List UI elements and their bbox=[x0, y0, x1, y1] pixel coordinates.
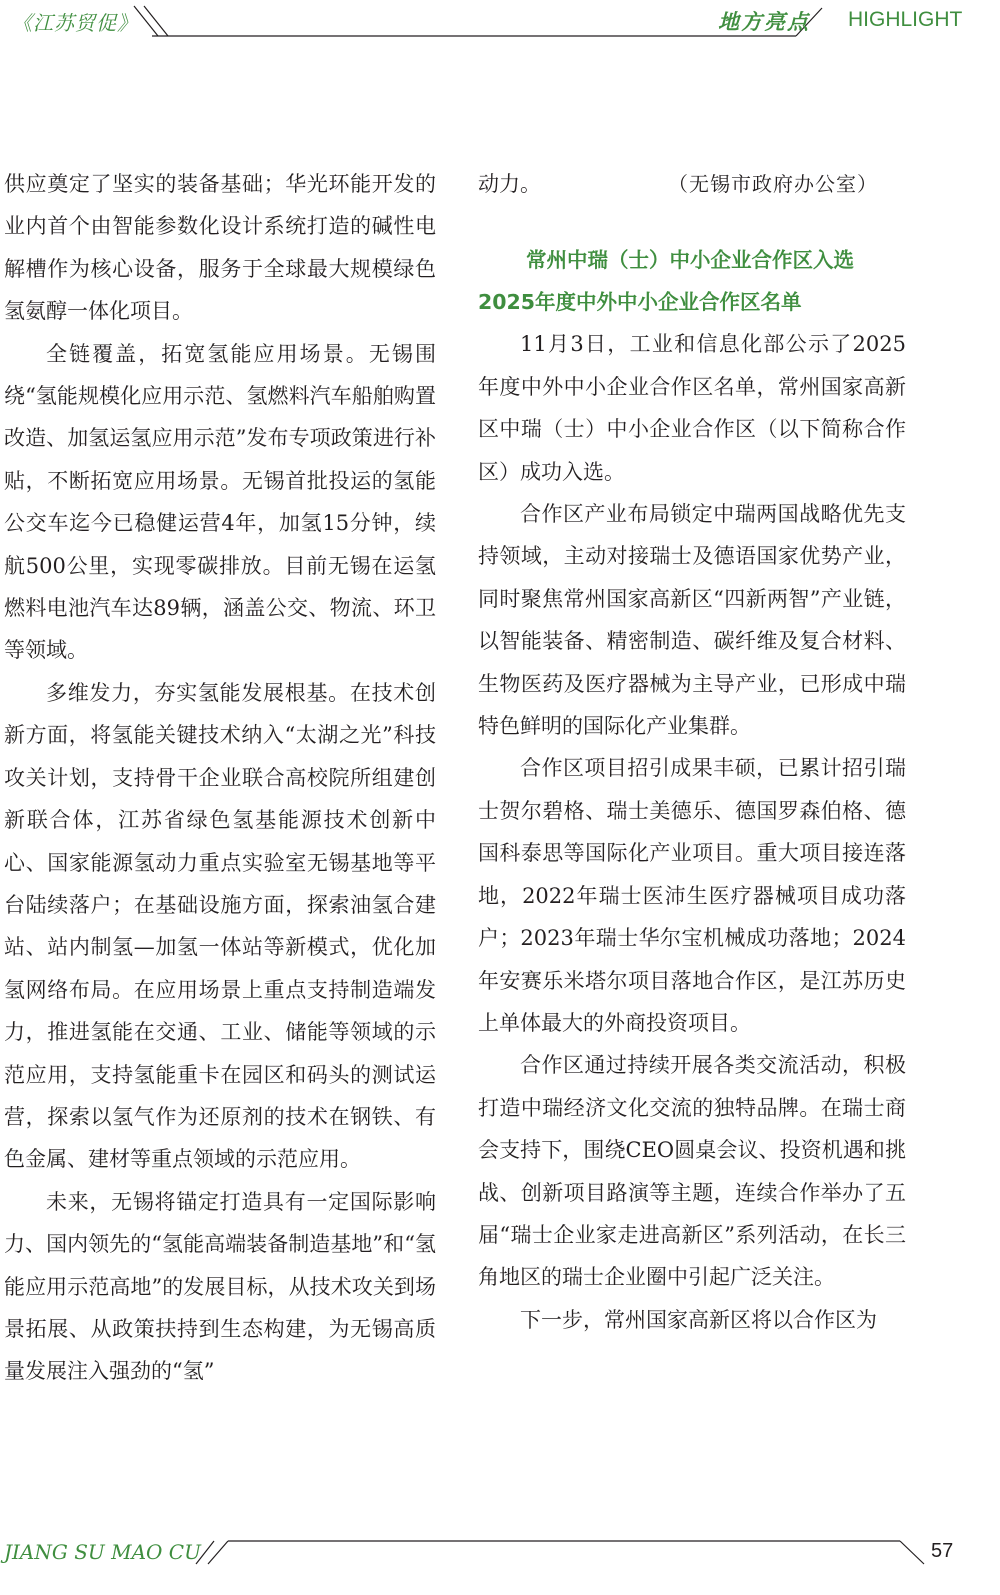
paragraph: 11月3日，工业和信息化部公示了2025年度中外中小企业合作区名单，常州国家高新区中瑞（士）中小企业合作区（以下简称合作区）成功入选。 bbox=[478, 332, 906, 484]
footer-magazine-name: JIANG SU MAO CU bbox=[4, 1540, 201, 1564]
section-title: 地方亮点 bbox=[718, 9, 810, 34]
right-column bbox=[478, 163, 906, 1341]
article-headline bbox=[478, 239, 906, 323]
paragraph: 合作区项目招引成果丰硕，已累计招引瑞士贺尔碧格、瑞士美德乐、德国罗森伯格、德国科泰思等国际化产业项目。重大项目接连落地，2022年瑞士医沛生医疗器械项目成功落户；2023年瑞士华尔宝机械成功落地；2024年安赛乐米塔尔项目落地合作区，是江苏历史上单体最大的外商投资项目。 bbox=[478, 756, 906, 1035]
paragraph: 供应奠定了坚实的装备基础；华光环能开发的业内首个由智能参数化设计系统打造的碱性电解槽作为核心设备，服务于全球最大规模绿色氢氨醇一体化项目。 bbox=[4, 172, 436, 324]
headline-line-2: 2025年度中外中小企业合作区名单 bbox=[478, 290, 802, 315]
source-attribution: （无锡市政府办公室） bbox=[668, 172, 878, 196]
left-column bbox=[4, 163, 436, 1393]
highlight-label: HIGHLIGHT bbox=[848, 8, 963, 31]
continuation-line bbox=[478, 163, 906, 205]
page-footer bbox=[0, 1530, 1000, 1595]
paragraph: 合作区通过持续开展各类交流活动，积极打造中瑞经济文化交流的独特品牌。在瑞士商会支持下，围绕CEO圆桌会议、投资机遇和挑战、创新项目路演等主题，连续合作举办了五届“瑞士企业家走进高新区”系列活动，在长三角地区的瑞士企业圈中引起广泛关注。 bbox=[478, 1053, 906, 1290]
paragraph: 多维发力，夯实氢能发展根基。在技术创新方面，将氢能关键技术纳入“太湖之光”科技攻关计划，支持骨干企业联合高校院所组建创新联合体，江苏省绿色氢基能源技术创新中心、国家能源氢动力重点实验室无锡基地等平台陆续落户；在基础设施方面，探索油氢合建站、站内制氢—加氢一体站等新模式，优化加氢网络布局。在应用场景上重点支持制造端发力，推进氢能在交通、工业、储能等领域的示范应用，支持氢能重卡在园区和码头的测试运营，探索以氢气作为还原剂的技术在钢铁、有色金属、建材等重点领域的示范应用。 bbox=[4, 680, 436, 1172]
paragraph: 全链覆盖，拓宽氢能应用场景。无锡围绕“氢能规模化应用示范、氢燃料汽车船舶购置改造、加氢运氢应用示范”发布专项政策进行补贴，不断拓宽应用场景。无锡首批投运的氢能公交车迄今已稳健运营4年，加氢15分钟，续航500公里，实现零碳排放。目前无锡在运氢燃料电池汽车达89辆，涵盖公交、物流、环卫等领域。 bbox=[4, 341, 436, 663]
magazine-name: 《江苏贸促》 bbox=[12, 11, 138, 35]
paragraph: 合作区产业布局锁定中瑞两国战略优先支持领域，主动对接瑞士及德语国家优势产业，同时聚焦常州国家高新区“四新两智”产业链，以智能装备、精密制造、碳纤维及复合材料、生物医药及医疗器械为主导产业，已形成中瑞特色鲜明的国际化产业集群。 bbox=[478, 502, 906, 739]
continuation-text: 动力。 bbox=[478, 172, 541, 196]
headline-line-1: 常州中瑞（士）中小企业合作区入选 bbox=[526, 248, 854, 273]
page-number: 57 bbox=[931, 1540, 954, 1562]
page-header bbox=[0, 0, 1000, 50]
paragraph: 下一步，常州国家高新区将以合作区为 bbox=[520, 1307, 877, 1332]
paragraph: 未来，无锡将锚定打造具有一定国际影响力、国内领先的“氢能高端装备制造基地”和“氢能应用示范高地”的发展目标，从技术攻关到场景拓展、从政策扶持到生态构建，为无锡高质量发展注入强劲的“氢” bbox=[4, 1189, 436, 1384]
